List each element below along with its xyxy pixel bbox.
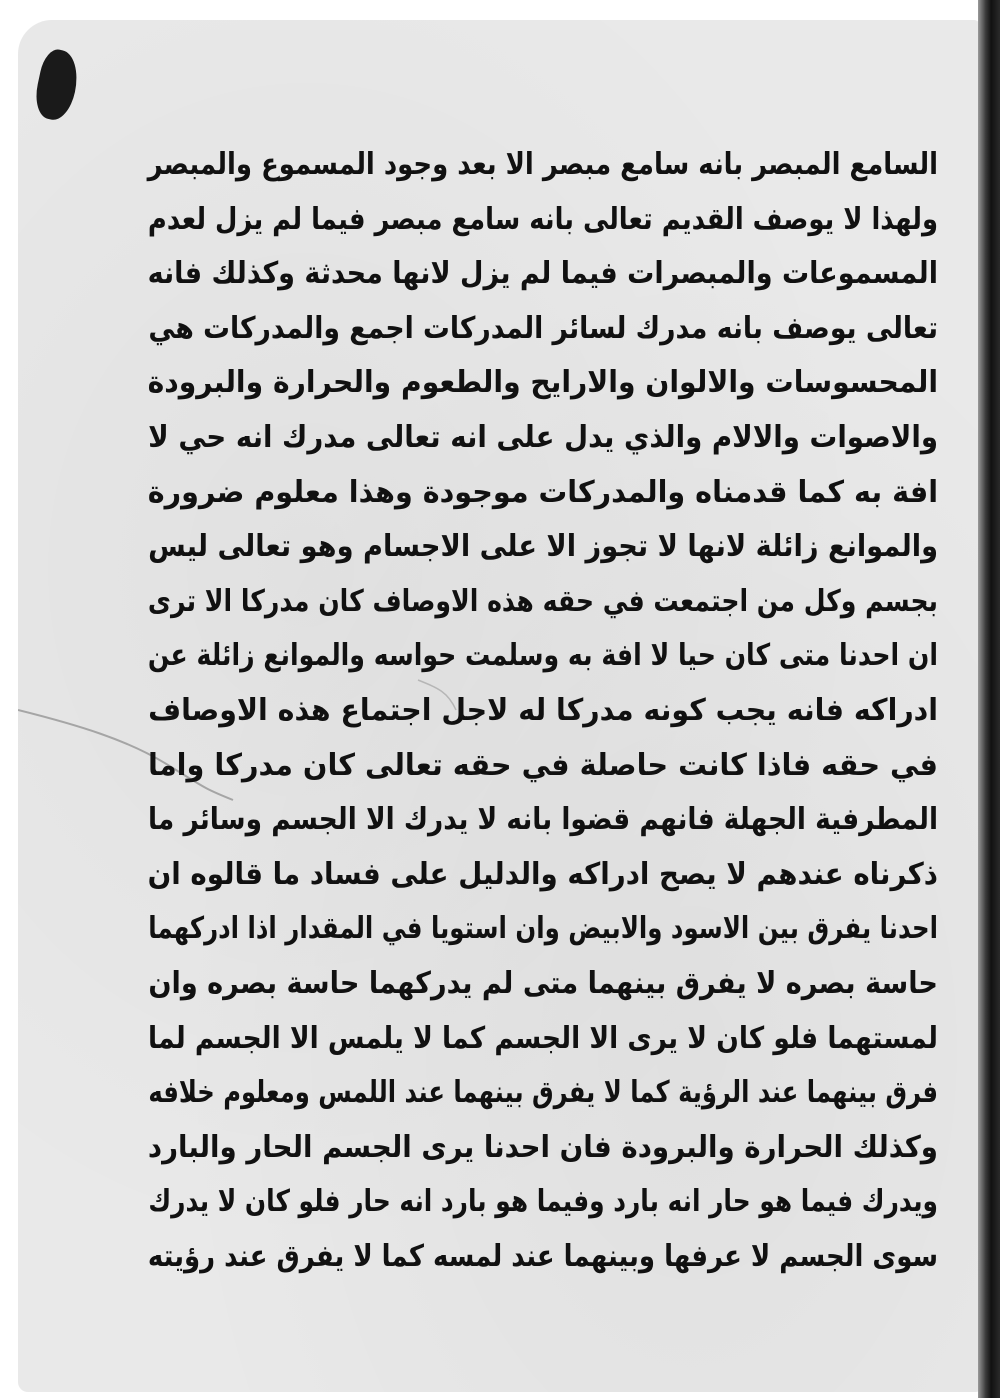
text-line: احدنا يفرق بين الاسود والابيض وان استويا في المقدار اذا ادركهما <box>148 911 938 947</box>
text-line: ادراكه فانه يجب كونه مدركا له لاجل اجتماع هذه الاوصاف <box>148 692 938 728</box>
manuscript-text <box>148 138 938 1284</box>
manuscript-page <box>18 20 980 1392</box>
text-line: ان احدنا متى كان حيا لا افة به وسلمت حواسه والموانع زائلة عن <box>147 638 938 674</box>
text-line: ولهذا لا يوصف القديم تعالى بانه سامع مبصر فيما لم يزل لعدم <box>147 201 938 237</box>
text-line: السامع المبصر بانه سامع مبصر الا بعد وجود المسموع والمبصر <box>147 147 938 182</box>
text-line: في حقه فاذا كانت حاصلة في حقه تعالى كان مدركا واما <box>148 747 938 783</box>
text-line: وكذلك الحرارة والبرودة فان احدنا يرى الجسم الحار والبارد <box>147 1129 939 1165</box>
ink-blot <box>31 47 83 123</box>
text-line: المطرفية الجهلة فانهم قضوا بانه لا يدرك الا الجسم وسائر ما <box>148 802 939 838</box>
text-line: سوى الجسم لا عرفها وبينهما عند لمسه كما لا يفرق عند رؤيته <box>147 1238 938 1274</box>
text-line: والموانع زائلة لانها لا تجوز الا على الاجسام وهو تعالى ليس <box>148 529 938 565</box>
text-line: بجسم وكل من اجتمعت في حقه هذه الاوصاف كان مدركا الا ترى <box>147 583 938 619</box>
text-line: والاصوات والالام والذي يدل على انه تعالى مدرك انه حي لا <box>148 419 939 455</box>
binding-edge <box>978 0 1000 1398</box>
text-line: حاسة بصره لا يفرق بينهما متى لم يدركهما حاسة بصره وان <box>148 965 938 1001</box>
text-line: المحسوسات والالوان والارايح والطعوم والحرارة والبرودة <box>147 365 938 401</box>
text-line: افة به كما قدمناه والمدركات موجودة وهذا معلوم ضرورة <box>147 474 939 510</box>
text-line: تعالى يوصف بانه مدرك لسائر المدركات اجمع والمدركات هي <box>148 310 938 346</box>
text-line: لمستهما فلو كان لا يرى الا الجسم كما لا يلمس الا الجسم لما <box>148 1020 939 1056</box>
text-line: ويدرك فيما هو حار انه بارد وفيما هو بارد انه حار فلو كان لا يدرك <box>148 1184 938 1220</box>
text-line: فرق بينهما عند الرؤية كما لا يفرق بينهما عند اللمس ومعلوم خلافه <box>148 1075 938 1111</box>
text-line: المسموعات والمبصرات فيما لم يزل لانها محدثة وكذلك فانه <box>147 256 938 292</box>
text-line: ذكرناه عندهم لا يصح ادراكه والدليل على فساد ما قالوه ان <box>147 856 938 892</box>
